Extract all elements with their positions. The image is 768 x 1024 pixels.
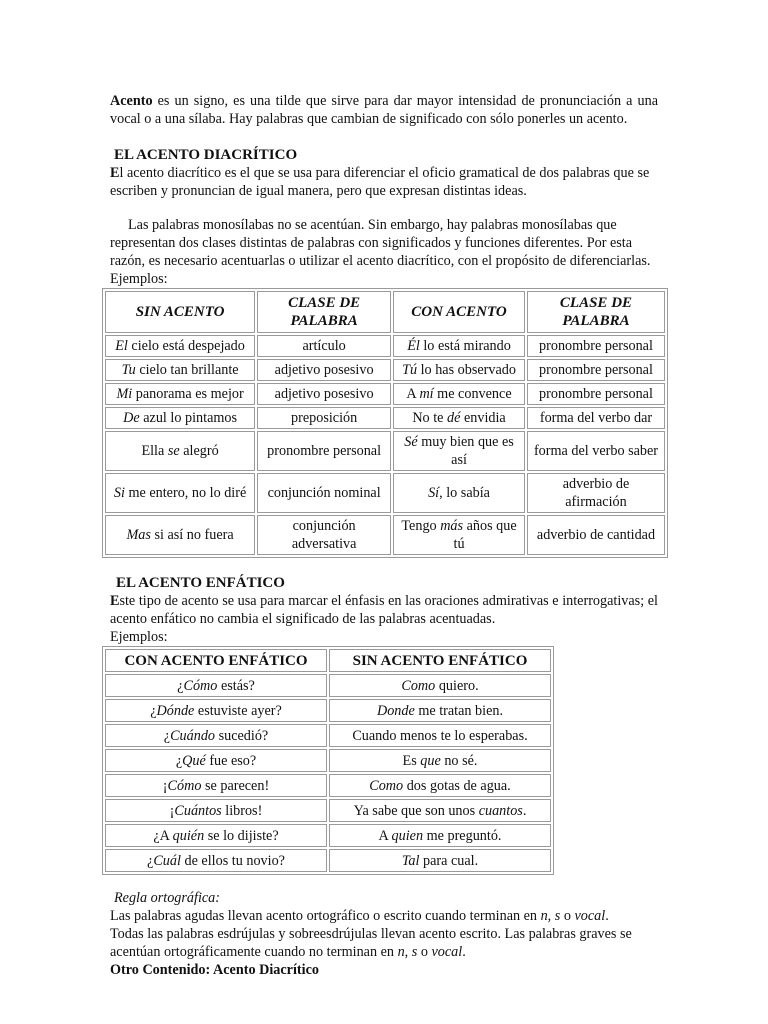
enfatico-definition bbox=[110, 592, 658, 628]
cell-clase: conjunción nominal bbox=[257, 473, 391, 513]
table-row bbox=[105, 335, 665, 357]
intro-text: es un signo, es una tilde que sirve para dar mayor intensidad de pronunciación a una vocal o a una sílaba. Hay palabras que cambian de significado con sólo ponerles un acento. bbox=[110, 93, 658, 127]
enfatico-heading: EL ACENTO ENFÁTICO bbox=[116, 575, 285, 591]
diacritico-table bbox=[102, 288, 668, 558]
cell-con-enfatico: ¡Cómo se parecen! bbox=[105, 774, 327, 797]
header-sin-enfatico: SIN ACENTO ENFÁTICO bbox=[329, 649, 551, 672]
table-row bbox=[105, 724, 551, 747]
cell-sin: Si me entero, no lo diré bbox=[105, 473, 255, 513]
cell-con: Sé muy bien que es así bbox=[393, 431, 525, 471]
cell-clase: preposición bbox=[257, 407, 391, 429]
cell-clase: forma del verbo saber bbox=[527, 431, 665, 471]
cell-sin: El cielo está despejado bbox=[105, 335, 255, 357]
cell-sin-enfatico: Cuando menos te lo esperabas. bbox=[329, 724, 551, 747]
regla-title: Regla ortográfica: bbox=[114, 890, 220, 906]
document-page bbox=[110, 92, 658, 979]
table-row bbox=[105, 749, 551, 772]
cell-sin-enfatico: Ya sabe que son unos cuantos. bbox=[329, 799, 551, 822]
cell-sin: Ella se alegró bbox=[105, 431, 255, 471]
ejemplos-label-2: Ejemplos: bbox=[110, 629, 168, 645]
cell-clase: adverbio de afirmación bbox=[527, 473, 665, 513]
monosilabas-paragraph: Las palabras monosílabas no se acentúan. Sin embargo, hay palabras monosílabas que representan dos clases distintas de palabras con significados y funciones diferentes. Por esta razón, es necesario acentuarlas o utilizar el acento diacrítico, con el propósito de diferenciarlas. bbox=[110, 217, 651, 269]
cell-sin: De azul lo pintamos bbox=[105, 407, 255, 429]
cell-con: Tú lo has observado bbox=[393, 359, 525, 381]
header-clase-2: CLASE DE PALABRA bbox=[527, 291, 665, 333]
cell-sin-enfatico: Es que no sé. bbox=[329, 749, 551, 772]
cell-sin-enfatico: Como quiero. bbox=[329, 674, 551, 697]
cell-con-enfatico: ¿Cómo estás? bbox=[105, 674, 327, 697]
ejemplos-label-1: Ejemplos: bbox=[110, 271, 168, 287]
table-row bbox=[105, 849, 551, 872]
cell-sin: Mas si así no fuera bbox=[105, 515, 255, 555]
table-row bbox=[105, 774, 551, 797]
cell-clase: adverbio de cantidad bbox=[527, 515, 665, 555]
header-con-enfatico: CON ACENTO ENFÁTICO bbox=[105, 649, 327, 672]
cell-sin: Tu cielo tan brillante bbox=[105, 359, 255, 381]
enfatico-table bbox=[102, 646, 554, 875]
cell-clase: pronombre personal bbox=[257, 431, 391, 471]
regla-line-2: Todas las palabras esdrújulas y sobreesdrújulas llevan acento escrito. Las palabras graves se acentúan ortográficamente cuando no terminan en n, s o vocal. bbox=[110, 926, 632, 960]
enfatico-definition-text: ste tipo de acento se usa para marcar el énfasis en las oraciones admirativas e interrogativas; el acento enfático no cambia el significado de las palabras acentuadas. bbox=[110, 593, 658, 627]
table-header-row bbox=[105, 291, 665, 333]
table-row bbox=[105, 473, 665, 513]
cell-con: Él lo está mirando bbox=[393, 335, 525, 357]
enfatico-initial: E bbox=[110, 593, 120, 609]
table-row bbox=[105, 674, 551, 697]
intro-paragraph bbox=[110, 92, 658, 128]
header-sin-acento: SIN ACENTO bbox=[105, 291, 255, 333]
cell-con: Sí, lo sabía bbox=[393, 473, 525, 513]
cell-con-enfatico: ¿Dónde estuviste ayer? bbox=[105, 699, 327, 722]
cell-con: Tengo más años que tú bbox=[393, 515, 525, 555]
cell-sin-enfatico: A quien me preguntó. bbox=[329, 824, 551, 847]
table-row bbox=[105, 699, 551, 722]
intro-bold-word: Acento bbox=[110, 93, 153, 109]
diacritico-initial: E bbox=[110, 165, 120, 181]
table-row bbox=[105, 431, 665, 471]
table-row bbox=[105, 515, 665, 555]
diacritico-heading: EL ACENTO DIACRÍTICO bbox=[114, 147, 298, 163]
cell-clase: artículo bbox=[257, 335, 391, 357]
table-row bbox=[105, 383, 665, 405]
cell-con: No te dé envidia bbox=[393, 407, 525, 429]
diacritico-definition-text: l acento diacrítico es el que se usa para diferenciar el oficio gramatical de dos palabras que se escriben y pronuncian de igual manera, pero que expresan distintas ideas. bbox=[110, 165, 650, 199]
cell-con-enfatico: ¿Qué fue eso? bbox=[105, 749, 327, 772]
table-header-row bbox=[105, 649, 551, 672]
cell-clase: pronombre personal bbox=[527, 335, 665, 357]
cell-con-enfatico: ¿A quién se lo dijiste? bbox=[105, 824, 327, 847]
table-row bbox=[105, 799, 551, 822]
regla-line-1: Las palabras agudas llevan acento ortográfico o escrito cuando terminan en n, s o vocal. bbox=[110, 908, 609, 924]
table-row bbox=[105, 407, 665, 429]
cell-clase: forma del verbo dar bbox=[527, 407, 665, 429]
cell-con-enfatico: ¿Cuál de ellos tu novio? bbox=[105, 849, 327, 872]
header-con-acento: CON ACENTO bbox=[393, 291, 525, 333]
cell-sin-enfatico: Como dos gotas de agua. bbox=[329, 774, 551, 797]
cell-sin-enfatico: Tal para cual. bbox=[329, 849, 551, 872]
cell-con-enfatico: ¿Cuándo sucedió? bbox=[105, 724, 327, 747]
cell-clase: adjetivo posesivo bbox=[257, 383, 391, 405]
cell-sin: Mi panorama es mejor bbox=[105, 383, 255, 405]
table-row bbox=[105, 824, 551, 847]
table-row bbox=[105, 359, 665, 381]
cell-con: A mí me convence bbox=[393, 383, 525, 405]
cell-clase: adjetivo posesivo bbox=[257, 359, 391, 381]
cell-clase: conjunción adversativa bbox=[257, 515, 391, 555]
cell-clase: pronombre personal bbox=[527, 359, 665, 381]
footer-link[interactable]: Otro Contenido: Acento Diacrítico bbox=[110, 962, 319, 978]
cell-con-enfatico: ¡Cuántos libros! bbox=[105, 799, 327, 822]
cell-sin-enfatico: Donde me tratan bien. bbox=[329, 699, 551, 722]
cell-clase: pronombre personal bbox=[527, 383, 665, 405]
header-clase-1: CLASE DE PALABRA bbox=[257, 291, 391, 333]
diacritico-definition bbox=[110, 164, 658, 200]
